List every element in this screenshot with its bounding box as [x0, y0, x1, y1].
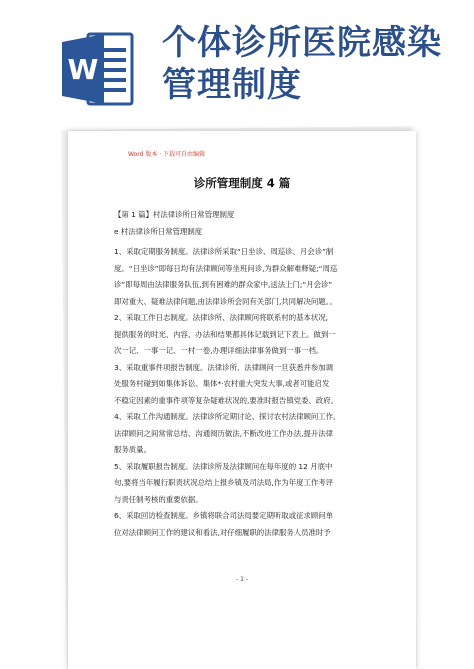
paragraph-line: 3、采取重事件项报告制度。法律诊所、法律顾问一旦获悉并参加调 — [114, 362, 334, 372]
paragraph-line: 6、采取回访检查制度。乡镇将联合司法局要定期听取或征求顾问单 — [114, 511, 334, 520]
page-title — [162, 22, 442, 106]
title-line-1: 个体诊所医院感染 — [162, 23, 442, 63]
paragraph-line: 法律顾问之间常常总结、沟通阅历做法,不断改进工作办法,提升法律 — [114, 428, 334, 438]
section-heading: 【第 1 篇】村法律诊所日常管理制度 — [114, 210, 235, 219]
title-line-2: 管理制度 — [162, 65, 302, 105]
paragraph-line: 位对法律顾问工作的建议和看法,对仔细履职的法律服务人员准时予 — [114, 527, 331, 537]
word-document-icon — [62, 30, 134, 108]
edit-note: Word 版本 · 下载可自由编辑 — [128, 151, 206, 158]
paragraph-line: 与责任制考核的重要依据。 — [114, 494, 203, 504]
paragraph-line: 即对重大、疑难法律问题,由法律诊所会同有关部门,共同解决问题。。 — [114, 296, 337, 306]
paragraph-line: 诊”即每周由法律服务队伍,到有困难的群众家中,送法上门;“月会诊” — [114, 280, 333, 289]
paragraph-line: 度。“日坐诊”即每日均有法律顾问等坐班问诊,为群众解难释疑;“周巡 — [114, 263, 338, 273]
page-number: - 1 - — [236, 576, 248, 583]
paragraph-line: 4、采取工作沟通制度。法律诊所定期讨论、探讨农村法律顾问工作, — [114, 412, 336, 421]
document-body — [114, 207, 370, 541]
paragraph-line: 2、采取工作日志制度。法律诊所、法律顾问将联系村的基本状况, — [114, 313, 328, 322]
paragraph-line: 处服务村碰到如集体诉讼、集体*·农村重大突发大事,或者可能启发 — [114, 379, 330, 388]
document-title: 诊所管理制度 4 篇 — [193, 176, 291, 190]
subheading: e 村法律诊所日常管理制度 — [114, 226, 203, 236]
paragraph-line: 1、采取定期服务制度。法律诊所采取“日坐诊、周巡诊、月会诊”制 — [114, 247, 334, 256]
paragraph-line: 不稳定因素的重事件项等复杂疑难状况的,要准时报告镇党委、政府。 — [114, 395, 339, 405]
paragraph-line: 旬,要将当年履行职责状况总结上报乡镇及司法局,作为年度工作考评 — [114, 478, 334, 487]
paragraph-line: 次一记、一事一记、一村一卷,办理详细法律事务做到一事一档。 — [114, 346, 324, 355]
document-page — [68, 131, 416, 669]
paragraph-line: 5、采取履职报告制度。法律诊所及法律顾问在每年度的 12 月底中 — [114, 461, 333, 471]
paragraph-line: 提供服务的时光、内容、办法和结果都具体记载到记下表上。做到一 — [114, 329, 336, 339]
svg-text:W: W — [67, 53, 99, 86]
paragraph-line: 服务质量。 — [114, 445, 151, 454]
